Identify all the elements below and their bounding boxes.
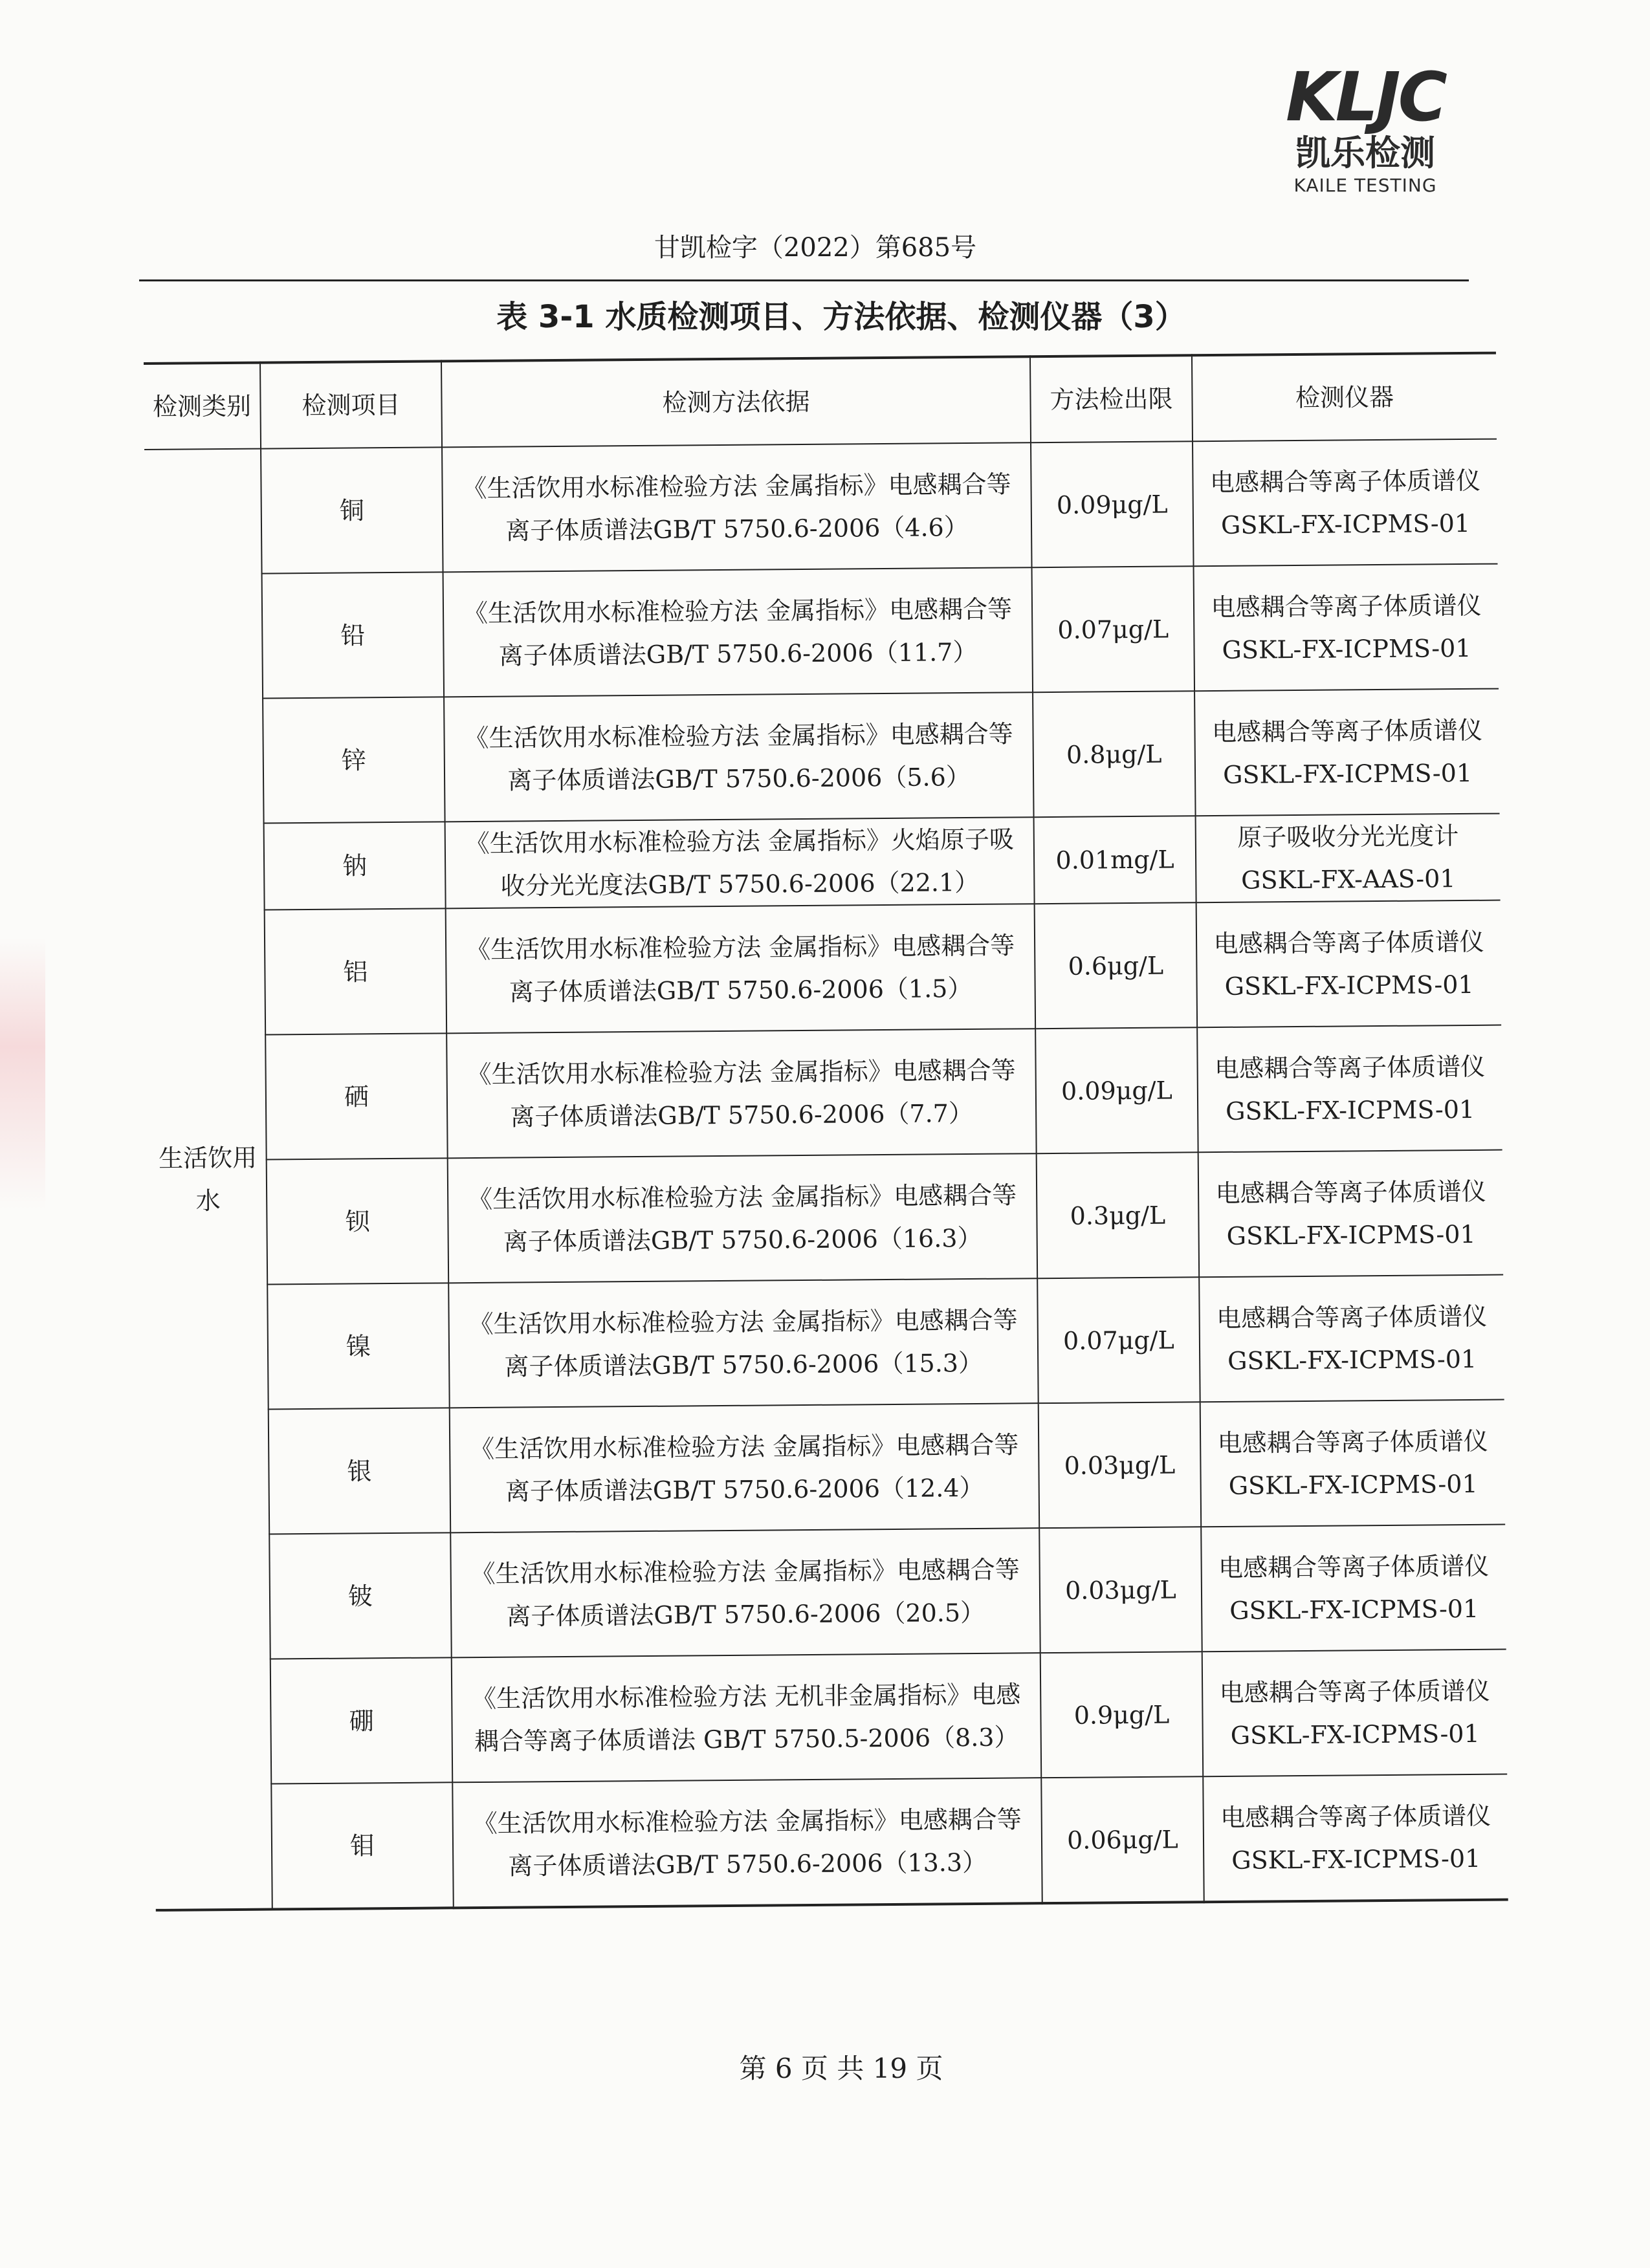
table-header-row — [144, 353, 1497, 450]
table-row — [155, 1774, 1508, 1910]
limit-cell: 0.8μg/L — [1033, 691, 1196, 817]
document-number: 甘凯检字（2022）第685号 — [654, 233, 977, 263]
item-cell: 铜 — [261, 447, 443, 573]
header-method: 检测方法依据 — [441, 356, 1031, 447]
header-category: 检测类别 — [144, 363, 261, 450]
limit-cell: 0.06μg/L — [1041, 1776, 1204, 1903]
item-cell: 铍 — [269, 1532, 452, 1659]
instrument-cell: 电感耦合等离子体质谱仪 GSKL-FX-ICPMS-01 — [1203, 1774, 1508, 1903]
header-item: 检测项目 — [260, 361, 442, 448]
table-row — [152, 1400, 1505, 1535]
logo-name-cn: 凯乐检测 — [1295, 133, 1435, 173]
limit-cell: 0.09μg/L — [1031, 441, 1194, 567]
table-row — [150, 1150, 1503, 1285]
method-cell: 《生活饮用水标准检验方法 金属指标》电感耦合等离子体质谱法GB/T 5750.6-2006（20.5） — [450, 1528, 1040, 1657]
instrument-cell: 电感耦合等离子体质谱仪 GSKL-FX-ICPMS-01 — [1198, 1150, 1504, 1278]
category-cell: 生活饮用水 — [144, 449, 272, 1910]
limit-cell: 0.6μg/L — [1035, 902, 1198, 1029]
limit-cell: 0.09μg/L — [1035, 1027, 1198, 1153]
table-row — [148, 900, 1501, 1036]
test-items-table — [144, 352, 1508, 1912]
table-row — [146, 689, 1499, 824]
instrument-cell: 电感耦合等离子体质谱仪 GSKL-FX-ICPMS-01 — [1194, 689, 1500, 816]
method-cell: 《生活饮用水标准检验方法 金属指标》火焰原子吸收分光光度法GB/T 5750.6-2006（22.1） — [445, 817, 1035, 908]
table-title: 表 3-1 水质检测项目、方法依据、检测仪器（3） — [496, 299, 1186, 335]
logo-name-en: KAILE TESTING — [1293, 175, 1437, 196]
item-cell: 铝 — [265, 908, 447, 1034]
table-row — [149, 1025, 1502, 1161]
item-cell: 钠 — [264, 822, 446, 910]
method-cell: 《生活饮用水标准检验方法 金属指标》电感耦合等离子体质谱法GB/T 5750.6-2006（11.7） — [443, 567, 1033, 697]
instrument-cell: 原子吸收分光光度计 GSKL-FX-AAS-01 — [1196, 814, 1501, 903]
table-container — [144, 352, 1508, 1912]
limit-cell: 0.03μg/L — [1039, 1402, 1202, 1528]
page-footer: 第 6 页 共 19 页 — [739, 2053, 943, 2084]
method-cell: 《生活饮用水标准检验方法 无机非金属指标》电感耦合等离子体质谱法 GB/T 5750.5-2006（8.3） — [452, 1653, 1041, 1782]
method-cell: 《生活饮用水标准检验方法 金属指标》电感耦合等离子体质谱法GB/T 5750.6-2006（15.3） — [448, 1278, 1038, 1408]
instrument-cell: 电感耦合等离子体质谱仪 GSKL-FX-ICPMS-01 — [1199, 1275, 1504, 1402]
item-cell: 锌 — [263, 697, 445, 823]
table-row — [154, 1650, 1507, 1785]
item-cell: 镍 — [267, 1283, 450, 1409]
table-row — [146, 564, 1499, 699]
instrument-cell: 电感耦合等离子体质谱仪 GSKL-FX-ICPMS-01 — [1200, 1400, 1506, 1527]
method-cell: 《生活饮用水标准检验方法 金属指标》电感耦合等离子体质谱法GB/T 5750.6-2006（7.7） — [446, 1029, 1036, 1158]
table-row — [151, 1275, 1504, 1410]
header-limit: 方法检出限 — [1030, 355, 1193, 442]
company-logo — [1278, 58, 1453, 217]
red-stamp-edge — [0, 938, 45, 1210]
method-cell: 《生活饮用水标准检验方法 金属指标》电感耦合等离子体质谱法GB/T 5750.6-2006（1.5） — [446, 904, 1035, 1033]
item-cell: 银 — [269, 1408, 451, 1534]
item-cell: 铅 — [262, 572, 445, 698]
table-row — [148, 814, 1501, 911]
limit-cell: 0.07μg/L — [1037, 1277, 1200, 1403]
method-cell: 《生活饮用水标准检验方法 金属指标》电感耦合等离子体质谱法GB/T 5750.6-2006（5.6） — [444, 692, 1033, 822]
instrument-cell: 电感耦合等离子体质谱仪 GSKL-FX-ICPMS-01 — [1194, 564, 1499, 692]
item-cell: 硒 — [265, 1033, 448, 1159]
method-cell: 《生活饮用水标准检验方法 金属指标》电感耦合等离子体质谱法GB/T 5750.6-2006（13.3） — [452, 1778, 1042, 1908]
instrument-cell: 电感耦合等离子体质谱仪 GSKL-FX-ICPMS-01 — [1197, 1025, 1502, 1153]
instrument-cell: 电感耦合等离子体质谱仪 GSKL-FX-ICPMS-01 — [1196, 900, 1502, 1028]
limit-cell: 0.3μg/L — [1037, 1152, 1200, 1278]
item-cell: 硼 — [270, 1657, 453, 1783]
limit-cell: 0.07μg/L — [1032, 566, 1195, 692]
header-instrument: 检测仪器 — [1192, 353, 1497, 442]
table-row — [153, 1525, 1506, 1660]
limit-cell: 0.9μg/L — [1040, 1652, 1204, 1778]
instrument-cell: 电感耦合等离子体质谱仪 GSKL-FX-ICPMS-01 — [1201, 1525, 1506, 1652]
limit-cell: 0.03μg/L — [1039, 1527, 1202, 1653]
method-cell: 《生活饮用水标准检验方法 金属指标》电感耦合等离子体质谱法GB/T 5750.6-2006（12.4） — [450, 1403, 1039, 1532]
method-cell: 《生活饮用水标准检验方法 金属指标》电感耦合等离子体质谱法GB/T 5750.6-2006（4.6） — [442, 442, 1031, 572]
limit-cell: 0.01mg/L — [1034, 816, 1196, 904]
header-rule — [139, 279, 1469, 281]
instrument-cell: 电感耦合等离子体质谱仪 GSKL-FX-ICPMS-01 — [1193, 439, 1498, 567]
method-cell: 《生活饮用水标准检验方法 金属指标》电感耦合等离子体质谱法GB/T 5750.6-2006（16.3） — [448, 1153, 1037, 1283]
item-cell: 钼 — [271, 1782, 454, 1909]
logo-mark: KLJC — [1286, 58, 1445, 136]
item-cell: 钡 — [267, 1158, 449, 1284]
table-row — [144, 439, 1497, 574]
instrument-cell: 电感耦合等离子体质谱仪 GSKL-FX-ICPMS-01 — [1202, 1650, 1508, 1777]
